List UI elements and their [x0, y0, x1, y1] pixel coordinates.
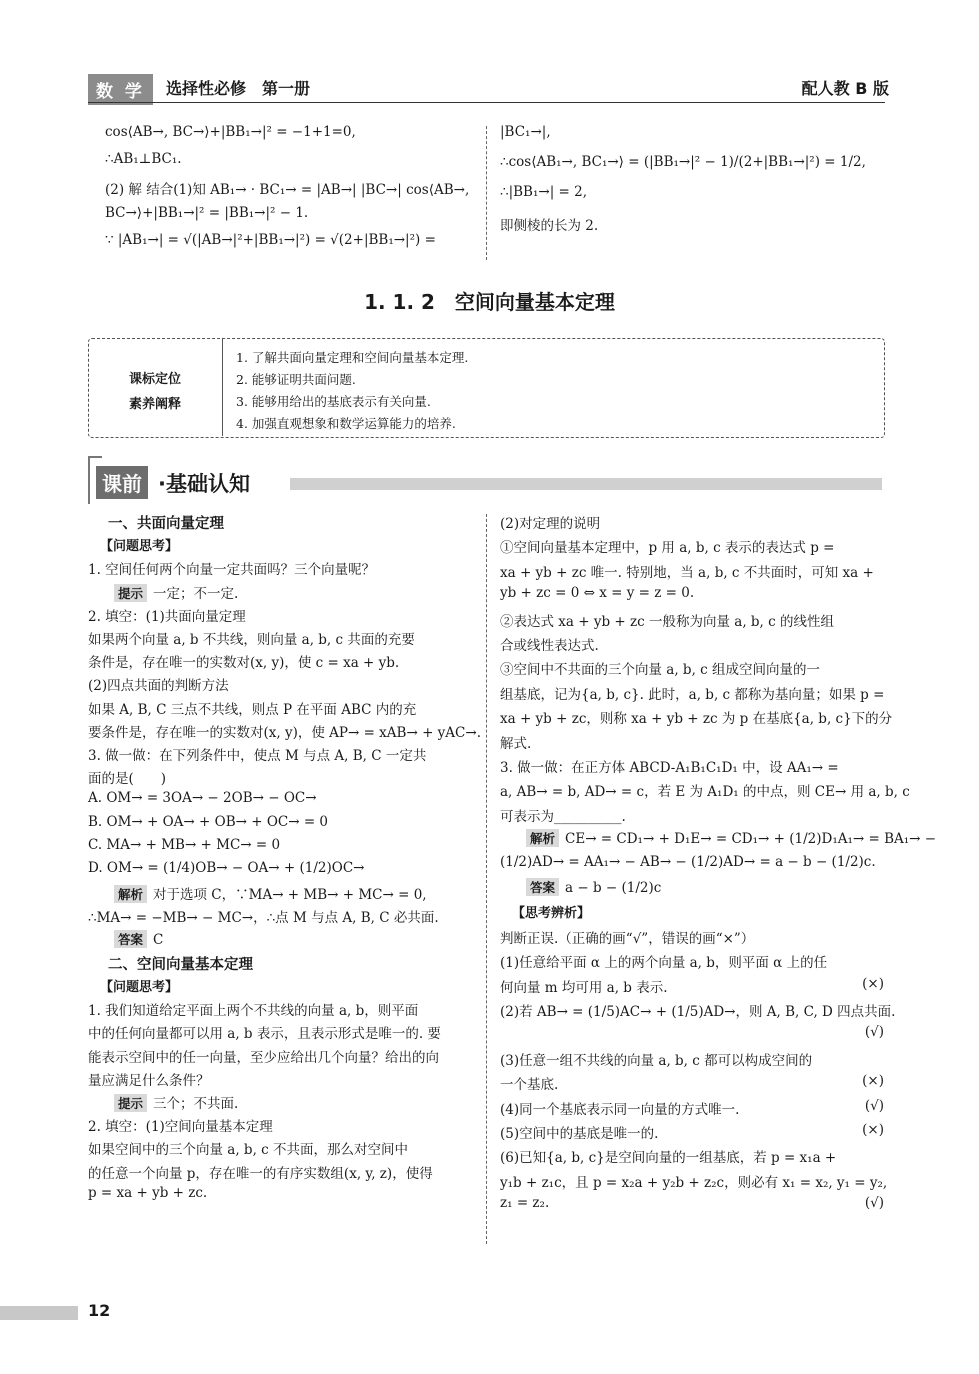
judgement-text: 何向量 m 均可用 a, b 表示. [500, 979, 668, 996]
objectives-label-1: 课标定位 [128, 372, 181, 387]
text-line: 如果两个向量 a, b 不共线，则向量 a, b, c 共面的充要 [88, 632, 415, 648]
text-line: xa + yb + zc，则称 xa + yb + zc 为 p 在基底{a, b, c}下的分 [500, 711, 893, 728]
judgement-line [500, 976, 884, 996]
section-title: 1. 1. 2 空间向量基本定理 [364, 290, 615, 314]
band-title: ·基础认知 [158, 472, 250, 496]
text-line: ∴|BB₁→| = 2, [500, 184, 588, 200]
text-line: 1. 我们知道给定平面上两个不共线的向量 a, b，则平面 [88, 1003, 419, 1020]
text-line: 3. 做一做：在正方体 ABCD-A₁B₁C₁D₁ 中，设 AA₁→ = [500, 760, 839, 776]
text-line: 2. 填空：(1)空间向量基本定理 [88, 1119, 273, 1136]
text-line: 面的是( ) [88, 771, 167, 788]
labeled-note [114, 582, 496, 602]
text-line: (2) 解 结合(1)知 AB₁→ · BC₁→ = |AB→| |BC→| cos⟨AB→, [105, 182, 470, 198]
judgement-text: (4)同一个基底表示同一向量的方式唯一. [500, 1101, 740, 1118]
labeled-note [114, 930, 496, 948]
text-line: ∵ |AB₁→| = √(|AB→|²+|BB₁→|²) = √(2+|BB₁→|²) = [105, 232, 436, 248]
text-line: a, AB→ = b, AD→ = c，若 E 为 A₁D₁ 的中点，则 CE→ 用 a, b, c [500, 784, 910, 801]
text-line: yb + zc = 0 ⇔ x = y = z = 0. [500, 585, 695, 602]
note-tag: 提示 [114, 1094, 147, 1112]
book-title: 选择性必修 第一册 [166, 79, 311, 98]
objective-item: 3. 能够用给出的基底表示有关向量. [236, 394, 431, 409]
text-line: 如果 A, B, C 三点不共线，则点 P 在平面 ABC 内的充 [88, 701, 417, 718]
judgement-mark: (×) [862, 975, 884, 992]
subheading: 【思考辨析】 [512, 906, 591, 922]
text-line: 的任意一个向量 p，存在唯一的有序实数组(x, y, z)，使得 [88, 1165, 433, 1182]
labeled-note [114, 1092, 496, 1112]
note-text: 对于选项 C，∵MA→ + MB→ + MC→ = 0, [153, 887, 427, 904]
note-tag: 提示 [114, 584, 147, 602]
text-line: A. OM→ = 3OA→ − 2OB→ − OC→ [88, 790, 317, 807]
section-heading: 二、空间向量基本定理 [108, 956, 253, 973]
text-line: ②表达式 xa + yb + zc 一般称为向量 a, b, c 的线性组 [500, 613, 834, 630]
text-line: 条件是，存在唯一的实数对(x, y)，使 c = xa + yb. [88, 655, 400, 672]
subject-badge: 数 学 [88, 74, 153, 105]
footer-bar [0, 1306, 78, 1320]
note-text: a − b − (1/2)c [565, 880, 662, 896]
text-line: ∴cos⟨AB₁→, BC₁→⟩ = (|BB₁→|² − 1)/(2+|BB₁→|²) = 1/2, [500, 154, 866, 170]
judgement-mark: (√) [864, 1024, 884, 1041]
text-line: 组基底，记为{a, b, c}. 此时，a, b, c 都称为基向量；如果 p = [500, 686, 885, 703]
text-line: (2)若 AB→ = (1/5)AC→ + (1/5)AD→，则 A, B, C, D 四点共面. [500, 1004, 896, 1020]
objectives-label-2: 素养阐释 [128, 397, 181, 412]
text-line: y₁b + z₁c，且 p = x₂a + y₂b + z₂c，则必有 x₁ = x₂, y₁ = y₂, [500, 1174, 888, 1191]
text-line: (3)任意一组不共线的向量 a, b, c 都可以构成空间的 [500, 1052, 813, 1069]
text-line: 如果空间中的三个向量 a, b, c 不共面，那么对空间中 [88, 1142, 408, 1159]
labeled-note [526, 829, 937, 848]
header-rule [88, 102, 885, 103]
note-text: 一定；不一定. [153, 585, 239, 602]
text-line: (2)对定理的说明 [500, 516, 601, 532]
band-tag: 课前 [96, 466, 148, 499]
labeled-note [526, 878, 910, 896]
text-line: |BC₁→|, [500, 124, 551, 140]
note-tag: 解析 [114, 885, 147, 903]
judgement-line [500, 1122, 884, 1142]
judgement-line [500, 1098, 884, 1118]
text-line: 要条件是，存在唯一的实数对(x, y)，使 AP→ = xAB→ + yAC→. [88, 724, 481, 741]
judgement-line [500, 1024, 884, 1040]
text-line: 合或线性表达式. [500, 638, 599, 654]
judgement-mark: (×) [862, 1073, 884, 1090]
objective-item: 4. 加强直观想象和数学运算能力的培养. [236, 416, 456, 431]
subheading: 【问题思考】 [100, 980, 179, 995]
text-line: (1)任意给平面 α 上的两个向量 a, b，则平面 α 上的任 [500, 955, 828, 972]
judgement-text: z₁ = z₂. [500, 1195, 550, 1212]
text-line: (2)四点共面的判断方法 [88, 678, 229, 695]
note-text: CE→ = CD₁→ + D₁E→ = CD₁→ + (1/2)D₁A₁→ = BA₁→ − [565, 831, 937, 848]
text-line: D. OM→ = (1/4)OB→ − OA→ + (1/2)OC→ [88, 860, 365, 876]
section-heading: 一、共面向量定理 [108, 516, 224, 532]
page-number: 12 [88, 1301, 111, 1320]
judgement-line [500, 1195, 884, 1211]
text-line: C. MA→ + MB→ + MC→ = 0 [88, 836, 281, 853]
text-line: (1/2)AD→ = AA₁→ − AB→ − (1/2)AD→ = a − b − (1/2)c. [500, 853, 876, 870]
note-text: C [153, 931, 164, 948]
objective-item: 1. 了解共面向量定理和空间向量基本定理. [236, 350, 469, 365]
text-line: p = xa + yb + zc. [88, 1184, 208, 1201]
text-line: ①空间向量基本定理中，p 用 a, b, c 表示的表达式 p = [500, 540, 835, 557]
band-bar [290, 478, 882, 490]
note-text: 三个；不共面. [153, 1096, 239, 1112]
text-line: 3. 做一做：在下列条件中，使点 M 与点 A, B, C 一定共 [88, 748, 427, 764]
text-line: ③空间中不共面的三个向量 a, b, c 组成空间向量的一 [500, 662, 820, 679]
column-divider-top [486, 126, 487, 260]
text-line: 可表示为__________. [500, 808, 626, 825]
text-line: BC→⟩+|BB₁→|² = |BB₁→|² − 1. [105, 205, 309, 221]
text-line: cos⟨AB→, BC→⟩+|BB₁→|² = −1+1=0, [105, 124, 356, 140]
judgement-line [500, 1073, 884, 1093]
text-line: ∴MA→ = −MB→ − MC→，∴点 M 与点 A, B, C 必共面. [88, 910, 439, 927]
edition-label: 配人教 B 版 [801, 79, 889, 98]
note-tag: 答案 [114, 930, 147, 948]
text-line: (6)已知{a, b, c}是空间向量的一组基底，若 p = x₁a + [500, 1150, 837, 1167]
judgement-mark: (×) [862, 1122, 884, 1138]
text-line: B. OM→ + OA→ + OB→ + OC→ = 0 [88, 813, 329, 830]
subheading: 【问题思考】 [100, 539, 179, 555]
objective-item: 2. 能够证明共面问题. [236, 372, 356, 387]
judgement-text: (5)空间中的基底是唯一的. [500, 1126, 659, 1142]
objectives-label-cell [88, 338, 223, 436]
text-line: 能表示空间中的任一向量，至少应给出几个向量？给出的向 [88, 1049, 439, 1066]
text-line: xa + yb + zc 唯一. 特别地，当 a, b, c 不共面时，可知 xa + [500, 564, 874, 581]
labeled-note [114, 883, 496, 903]
judgement-text: 一个基底. [500, 1077, 559, 1094]
text-line: ∴AB₁⊥BC₁. [105, 151, 182, 167]
text-line: 量应满足什么条件？ [88, 1072, 210, 1089]
note-tag: 解析 [526, 829, 559, 847]
text-line: 中的任何向量都可以用 a, b 表示，且表示形式是唯一的. 要 [88, 1026, 441, 1043]
note-tag: 答案 [526, 878, 559, 896]
text-line: 判断正误.（正确的画“√”，错误的画“×”） [500, 930, 755, 947]
text-line: 1. 空间任何两个向量一定共面吗？三个向量呢？ [88, 562, 376, 579]
judgement-mark: (√) [864, 1097, 884, 1114]
column-divider-main [486, 514, 487, 1244]
text-line: 解式. [500, 735, 532, 752]
text-line: 即侧棱的长为 2. [500, 218, 599, 234]
judgement-mark: (√) [864, 1195, 884, 1212]
text-line: 2. 填空：(1)共面向量定理 [88, 608, 246, 625]
